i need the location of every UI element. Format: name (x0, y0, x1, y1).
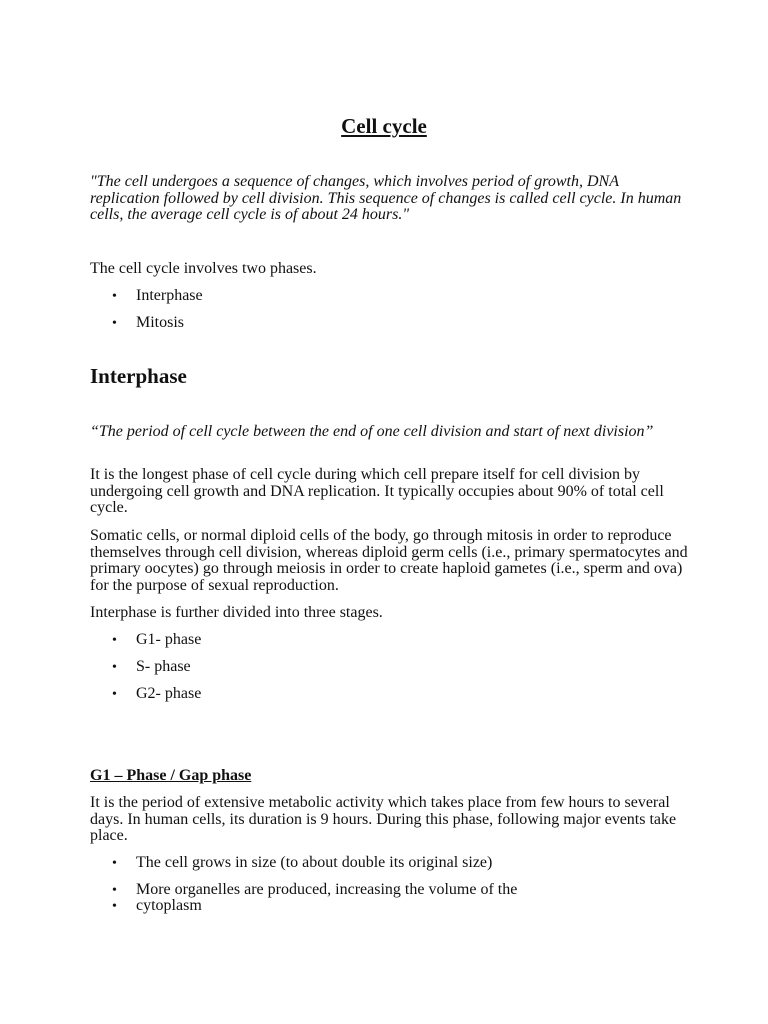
list-item-label: The cell grows in size (to about double its original size) (136, 854, 493, 871)
list-item-label: cytoplasm (136, 897, 202, 914)
interphase-quote: “The period of cell cycle between the end of one cell division and start of next division” (90, 423, 654, 440)
stages-intro: Interphase is further divided into three stages. (90, 604, 383, 621)
phases-intro: The cell cycle involves two phases. (90, 260, 317, 277)
bullet-icon: • (112, 289, 117, 304)
bullet-icon: • (112, 633, 117, 648)
list-item-label: Mitosis (136, 314, 185, 331)
definition-quote: "The cell undergoes a sequence of changes, which involves period of growth, DNA replication followed by cell division. This sequence of changes is called cell cycle. In human cells, the average cell cycle is of about 24 hours." (90, 173, 682, 223)
interphase-paragraph-2: Somatic cells, or normal diploid cells of the body, go through mitosis in order to reproduce themselves through cell division, whereas diploid germ cells (i.e., primary spermatocytes and primary oocytes) go through meiosis in order to create haploid gametes (i.e., sperm and ova) for the purpose of sexual reproduction. (90, 527, 688, 594)
list-item-label: G2- phase (136, 685, 202, 702)
bullet-icon: • (112, 687, 117, 702)
bullet-icon: • (112, 316, 117, 331)
bullet-icon: • (112, 899, 117, 914)
list-item-label: S- phase (136, 658, 191, 675)
bullet-icon: • (112, 660, 117, 675)
g1-heading: G1 – Phase / Gap phase (90, 767, 252, 784)
list-item-event (112, 854, 492, 873)
interphase-paragraph-1: It is the longest phase of cell cycle during which cell prepare itself for cell division by undergoing cell growth and DNA replication. It typically occupies about 90% of total cell cycle. (90, 466, 664, 516)
page-title: Cell cycle (341, 114, 427, 138)
interphase-heading: Interphase (90, 364, 187, 388)
bullet-icon: • (112, 883, 117, 898)
list-item-event (112, 897, 202, 916)
list-item-label: Interphase (136, 287, 203, 304)
list-item-interphase (112, 287, 203, 306)
list-item-label: G1- phase (136, 631, 202, 648)
list-item-mitosis (112, 314, 184, 333)
bullet-icon: • (112, 856, 117, 871)
list-item-g1 (112, 631, 201, 650)
list-item-g2 (112, 685, 201, 704)
g1-paragraph: It is the period of extensive metabolic activity which takes place from few hours to several days. In human cells, its duration is 9 hours. During this phase, following major events take place. (90, 794, 677, 844)
list-item-s (112, 658, 191, 677)
list-item-label: More organelles are produced, increasing the volume of the (136, 881, 518, 898)
